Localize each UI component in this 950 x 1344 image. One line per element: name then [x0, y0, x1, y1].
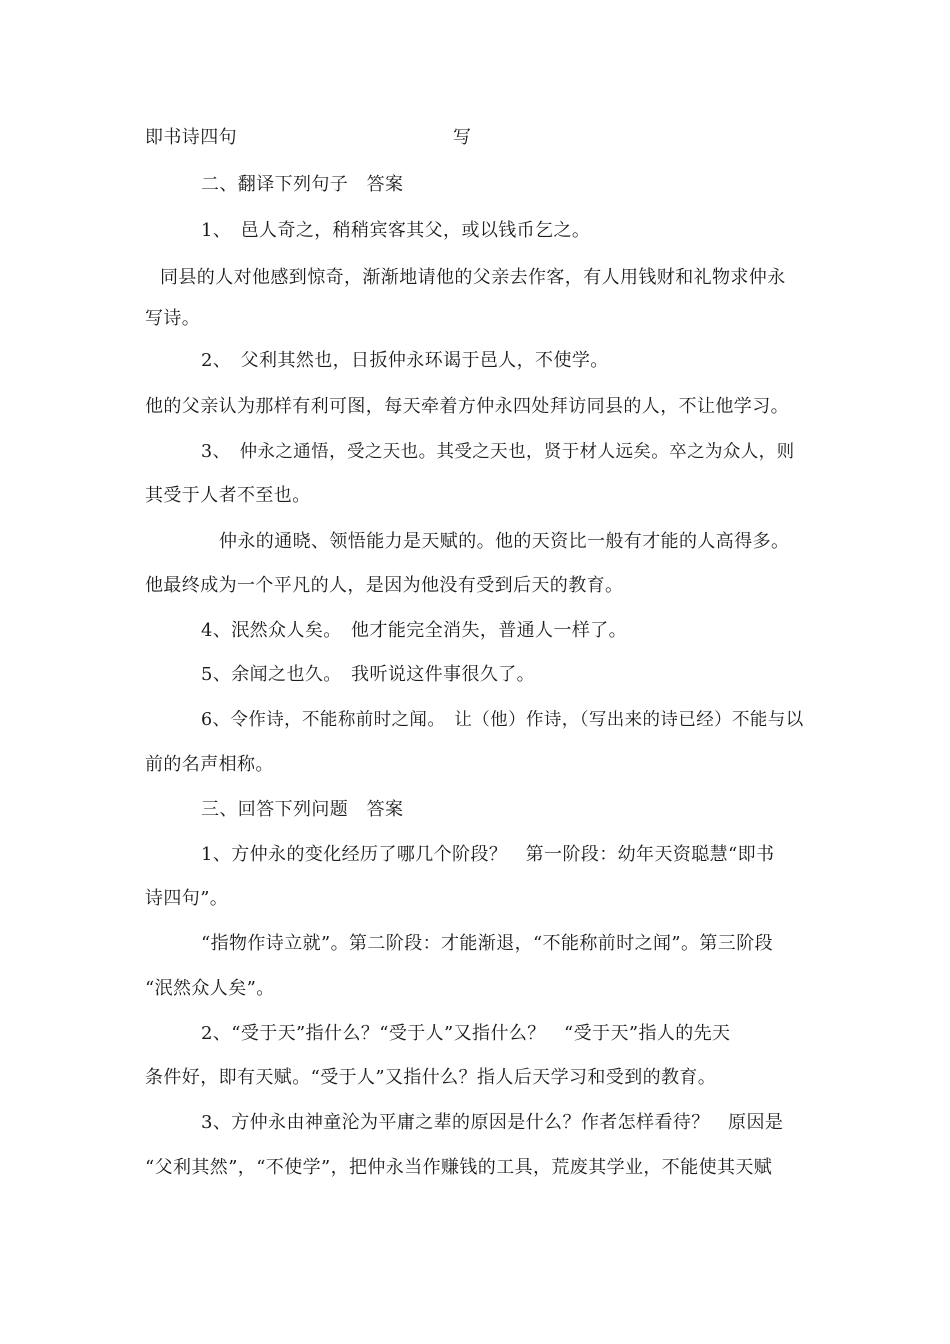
text-line: 2、“受于天”指什么？“受于人”又指什么？ “受于天”指人的先天 — [201, 1023, 731, 1044]
text-line: 写诗。 — [145, 308, 201, 329]
text-line: 前的名声相称。 — [145, 754, 274, 775]
text-line: “指物作诗立就”。第二阶段：才能渐退，“不能称前时之闻”。第三阶段 — [201, 933, 774, 954]
text-line: 1、 邑人奇之，稍稍宾客其父，或以钱币乞之。 — [201, 220, 591, 241]
text-line: 他最终成为一个平凡的人，是因为他没有受到后天的教育。 — [145, 575, 624, 596]
text-line: 6、令作诗，不能称前时之闻。 让（他）作诗，（写出来的诗已经）不能与以 — [201, 710, 804, 730]
text-line: 其受于人者不至也。 — [145, 485, 311, 506]
text-line: 5、余闻之也久。 我听说这件事很久了。 — [201, 664, 536, 685]
text-line: 3、方仲永由神童沦为平庸之辈的原因是什么？作者怎样看待？ 原因是 — [201, 1112, 784, 1133]
text-line: 仲永的通晓、领悟能力是天赋的。他的天资比一般有才能的人高得多。 — [219, 531, 790, 552]
text-line: 3、 仲永之通悟，受之天也。其受之天也，贤于材人远矣。卒之为众人，则 — [201, 442, 795, 462]
text-line: 2、 父利其然也，日扳仲永环谒于邑人，不使学。 — [201, 350, 609, 371]
text-line: 同县的人对他感到惊奇，渐渐地请他的父亲去作客，有人用钱财和礼物求仲永 — [160, 267, 786, 288]
text-line: “泯然众人矣”。 — [145, 978, 275, 999]
section-heading: 三、回答下列问题 答案 — [201, 799, 404, 820]
text-line: 条件好，即有天赋。“受于人”又指什么？指人后天学习和受到的教育。 — [145, 1067, 717, 1088]
text-line: 即书诗四句 — [145, 127, 237, 148]
text-fragment: 写 — [453, 127, 471, 148]
text-line: 4、泯然众人矣。 他才能完全消失，普通人一样了。 — [201, 620, 628, 641]
text-line: 1、方仲永的变化经历了哪几个阶段？ 第一阶段：幼年天资聪慧“即书 — [201, 844, 775, 865]
text-line: “父利其然”，“不使学”，把仲永当作赚钱的工具，荒废其学业，不能使其天赋 — [145, 1157, 773, 1178]
text-line: 诗四句”。 — [145, 888, 229, 909]
section-heading: 二、翻译下列句子 答案 — [201, 174, 404, 195]
text-line: 他的父亲认为那样有利可图，每天牵着方仲永四处拜访同县的人，不让他学习。 — [145, 396, 789, 417]
